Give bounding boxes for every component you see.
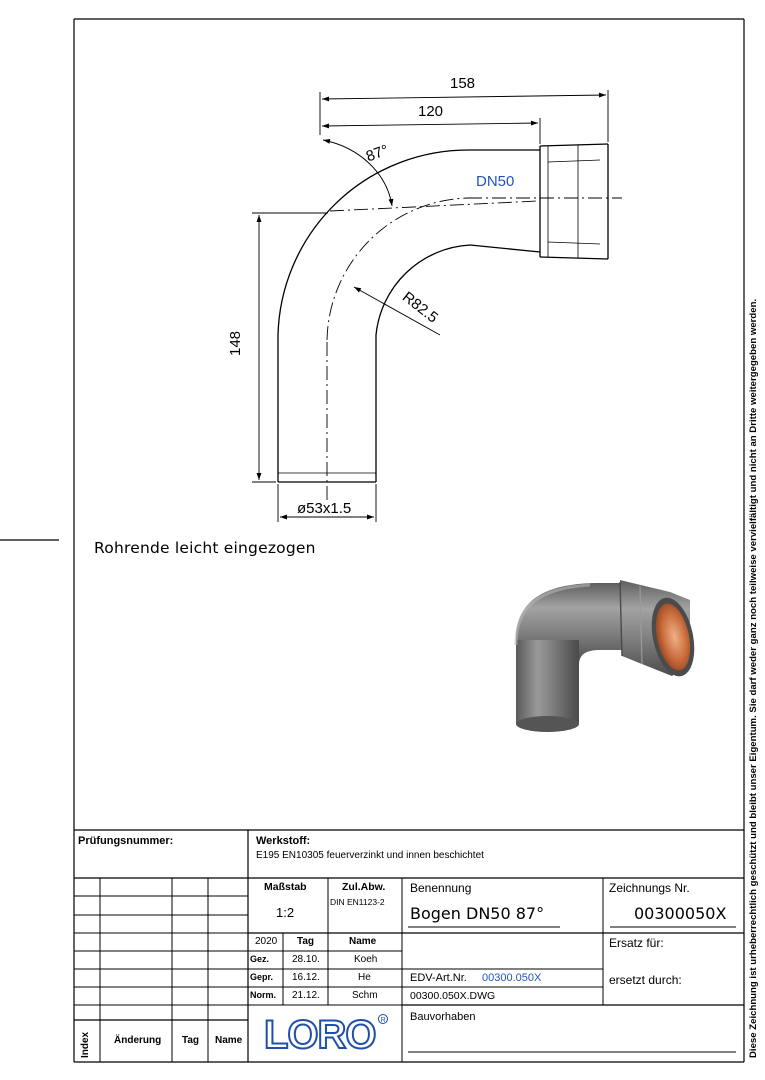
bauvorhaben-label: Bauvorhaben [410, 1011, 476, 1023]
loro-logo [262, 1011, 392, 1055]
dim-pipe: ø53x1.5 [297, 500, 352, 517]
dwg-value: 00300.050X.DWG [410, 990, 496, 1002]
note-pipe-end: Rohrende leicht eingezogen [94, 539, 316, 557]
zeichnungsnr-value: 00300050X [634, 904, 727, 923]
massstab-label: Maßstab [264, 881, 307, 893]
dim-angle: 87° [363, 141, 391, 166]
dim-158: 158 [450, 75, 476, 92]
gepr-label: Gepr. [250, 972, 274, 982]
tag2-label: Tag [182, 1035, 200, 1046]
year: 2020 [255, 936, 278, 947]
gez-tag: 28.10. [292, 954, 320, 965]
svg-text:R: R [380, 1017, 386, 1024]
gez-label: Gez. [250, 954, 270, 964]
dim-148: 148 [227, 330, 244, 356]
dim-radius: R82.5 [399, 288, 442, 327]
benennung-value: Bogen DN50 87° [410, 904, 545, 923]
zulabw-value: DIN EN1123-2 [330, 897, 385, 907]
norm-label: Norm. [250, 990, 277, 1000]
edv-value: 00300.050X [482, 972, 542, 984]
name-header: Name [349, 936, 377, 947]
size-label: DN50 [476, 173, 515, 190]
name2-label: Name [215, 1035, 243, 1046]
svg-text:LORO: LORO [264, 1013, 376, 1055]
loro-logo-icon [262, 1011, 392, 1055]
werkstoff-value: E195 EN10305 feuerverzinkt und innen beschichtet [256, 850, 484, 861]
pruefungsnummer-label: Prüfungsnummer: [78, 835, 174, 847]
dim-120: 120 [418, 103, 444, 120]
gepr-name: He [358, 972, 371, 983]
benennung-label: Benennung [410, 881, 472, 895]
ersetzt-durch-label: ersetzt durch: [609, 973, 682, 987]
copyright-notice: Diese Zeichnung ist urheberrechtlich geschützt und bleibt unser Eigentum. Sie darf weder ganz noch teilweise vervielfältigt und nicht an Dritte weitergegeben werden. [748, 298, 759, 1058]
gepr-tag: 16.12. [292, 972, 320, 983]
index-label: Index [80, 1031, 91, 1058]
tag-header: Tag [297, 936, 315, 947]
ersatz-fuer-label: Ersatz für: [609, 936, 664, 950]
edv-label: EDV-Art.Nr. [410, 972, 467, 984]
aenderung-label: Änderung [114, 1035, 162, 1046]
zulabw-label: Zul.Abw. [342, 881, 386, 893]
werkstoff-label: Werkstoff: [256, 835, 311, 847]
norm-tag: 21.12. [292, 990, 320, 1001]
norm-name: Schm [352, 990, 378, 1001]
zeichnungsnr-label: Zeichnungs Nr. [609, 881, 690, 895]
gez-name: Koeh [354, 954, 378, 965]
massstab-value: 1:2 [276, 905, 295, 920]
